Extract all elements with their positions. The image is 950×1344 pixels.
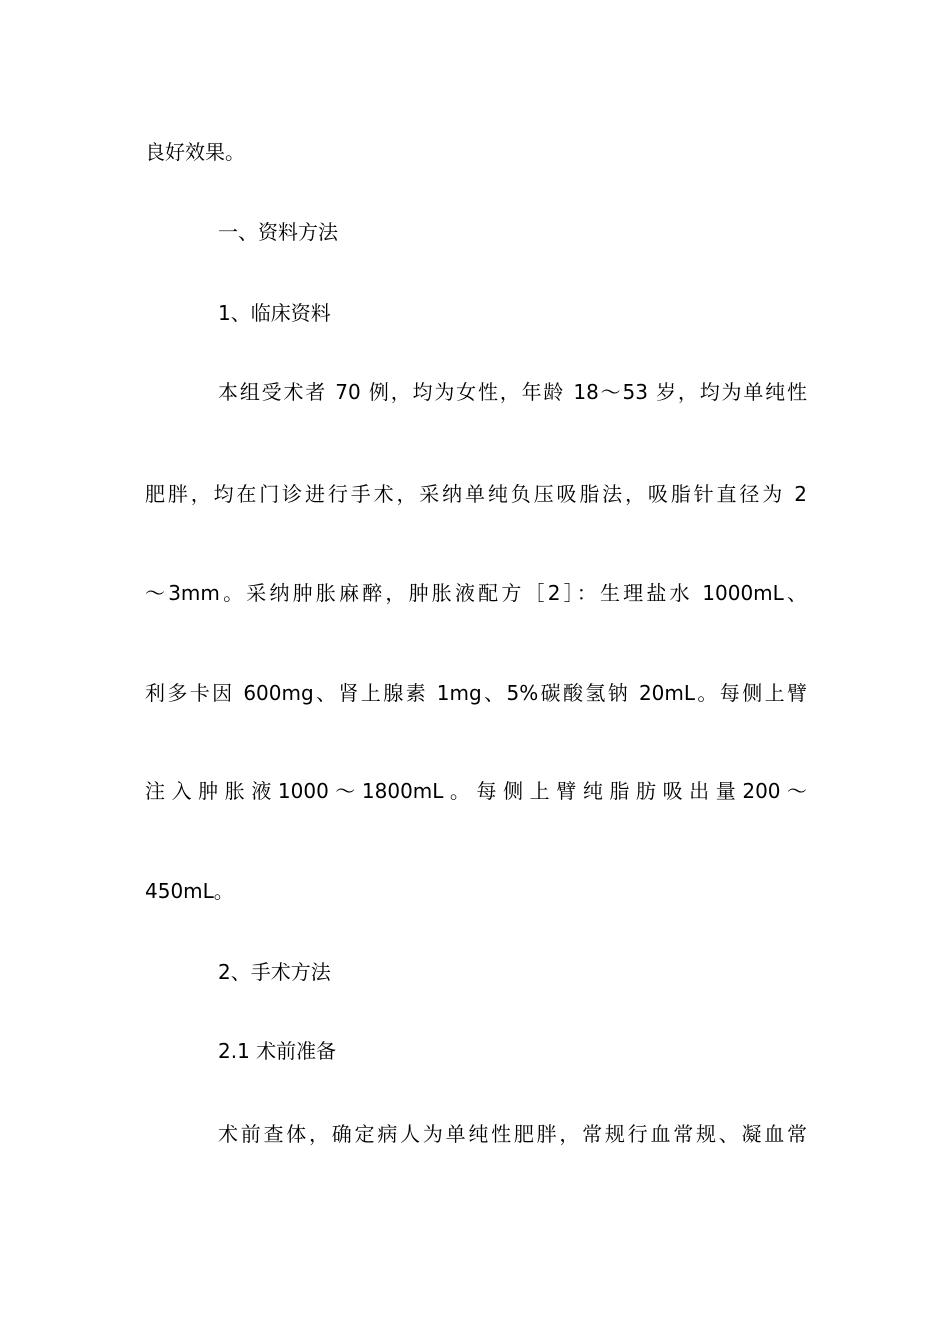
subsection-heading: 2、手术方法 <box>218 960 331 984</box>
paragraph-line: 良好效果。 <box>145 140 245 164</box>
paragraph-line: 利多卡因 600mg、肾上腺素 1mg、5%碳酸氢钠 20mL。每侧上臂 <box>145 681 807 705</box>
paragraph-line: 术前查体，确定病人为单纯性肥胖，常规行血常规、凝血常 <box>218 1122 807 1146</box>
section-heading: 一、资料方法 <box>218 220 338 244</box>
paragraph-line: 肥胖，均在门诊进行手术，采纳单纯负压吸脂法，吸脂针直径为 2 <box>145 482 807 506</box>
paragraph-line: 本组受术者 70 例，均为女性，年龄 18～53 岁，均为单纯性 <box>218 380 807 404</box>
paragraph-line: ～3mm。采纳肿胀麻醉，肿胀液配方［2］：生理盐水 1000mL、 <box>145 581 807 605</box>
subsection-heading: 1、临床资料 <box>218 301 331 325</box>
subsection-heading: 2.1 术前准备 <box>218 1039 337 1063</box>
paragraph-line: 注 入 肿 胀 液 1000 ～ 1800mL 。 每 侧 上 臂 纯 脂 肪 吸 出 量 200 ～ <box>145 779 807 803</box>
paragraph-line: 450mL。 <box>145 879 234 903</box>
